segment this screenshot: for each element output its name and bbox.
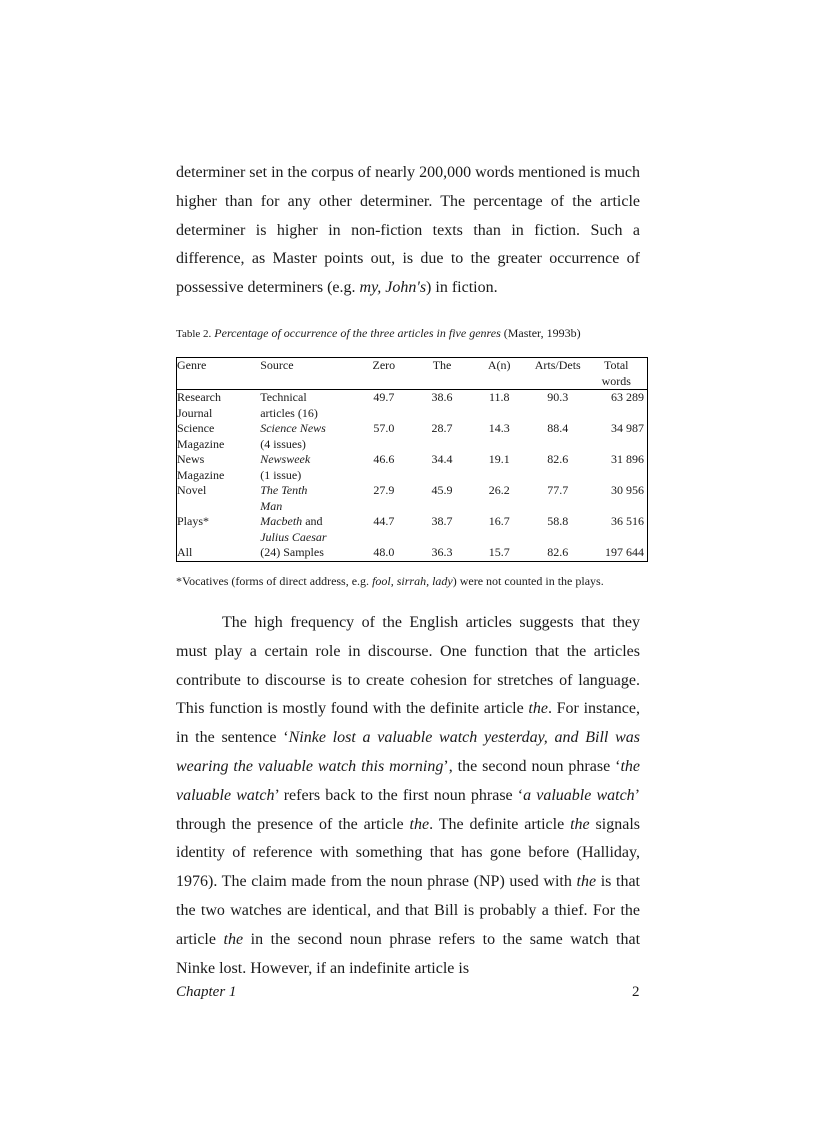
cell-source: Newsweek (1 issue) xyxy=(260,452,311,482)
cell-arts: 90.3 xyxy=(547,390,569,404)
table-row xyxy=(177,390,648,422)
cell-arts: 82.6 xyxy=(547,545,569,559)
cell-an: 11.8 xyxy=(488,390,510,404)
body-paragraph-2: The high frequency of the English articles suggests that they must play a certain role in discourse. One function that the articles contribute to discourse is to create cohesion for stretches of language. This function is mostly found with the definite article the. For instance, in the sentence ‘Ninke lost a valuable watch yesterday, and Bill was wearing the valuable watch this morning’, the second noun phrase ‘the valuable watch’ refers back to the first noun phrase ‘a valuable watch’ through the presence of the article the. The definite article the signals identity of reference with something that has gone before (Halliday, 1976). The claim made from the noun phrase (NP) used with the is that the two watches are identical, and that Bill is probably a thief. For the article the in the second noun phrase refers to the same watch that Ninke lost. However, if an indefinite article is xyxy=(176,614,641,977)
cell-genre: News Magazine xyxy=(177,452,225,482)
cell-genre: Research Journal xyxy=(177,390,221,420)
cell-an: 15.7 xyxy=(488,545,510,559)
table-row xyxy=(177,545,648,561)
cell-zero: 46.6 xyxy=(373,452,395,466)
cell-source: (24) Samples xyxy=(260,545,324,559)
cell-the: 28.7 xyxy=(431,421,453,435)
table-caption xyxy=(176,326,646,341)
articles-table xyxy=(176,357,648,562)
cell-an: 19.1 xyxy=(488,452,510,466)
cell-the: 45.9 xyxy=(431,483,453,497)
cell-an: 26.2 xyxy=(488,483,510,497)
header-genre: Genre xyxy=(177,358,207,372)
table-row xyxy=(177,514,648,545)
header-total: Total words xyxy=(601,358,631,388)
header-the: The xyxy=(432,358,452,372)
cell-the: 34.4 xyxy=(431,452,453,466)
cell-source: Technical articles (16) xyxy=(260,390,318,420)
table-footnote: *Vocatives (forms of direct address, e.g. fool, sirrah, lady) were not counted in the plays. xyxy=(176,574,604,588)
cell-an: 16.7 xyxy=(488,514,510,528)
cell-source: Science News (4 issues) xyxy=(260,421,326,451)
cell-the: 36.3 xyxy=(431,545,453,559)
cell-source: Macbeth and Julius Caesar xyxy=(260,514,327,544)
cell-arts: 77.7 xyxy=(547,483,569,497)
table-row xyxy=(177,483,648,514)
cell-total: 63 289 xyxy=(611,390,644,404)
table-header-row xyxy=(177,358,648,390)
cell-source: The Tenth Man xyxy=(260,483,308,513)
cell-the: 38.6 xyxy=(431,390,453,404)
table-label: Table 2. xyxy=(176,328,212,340)
cell-the: 38.7 xyxy=(431,514,453,528)
cell-zero: 44.7 xyxy=(373,514,395,528)
footer-chapter: Chapter 1 xyxy=(176,984,237,1000)
cell-arts: 58.8 xyxy=(547,514,569,528)
cell-genre: Novel xyxy=(177,483,207,497)
header-an: A(n) xyxy=(487,358,511,372)
header-zero: Zero xyxy=(372,358,396,372)
cell-zero: 48.0 xyxy=(373,545,395,559)
cell-total: 31 896 xyxy=(611,452,644,466)
cell-zero: 27.9 xyxy=(373,483,395,497)
cell-zero: 49.7 xyxy=(373,390,395,404)
cell-an: 14.3 xyxy=(488,421,510,435)
cell-genre: Science Magazine xyxy=(177,421,225,451)
cell-genre: Plays* xyxy=(177,514,210,528)
cell-zero: 57.0 xyxy=(373,421,395,435)
cell-total: 36 516 xyxy=(611,514,644,528)
cell-total: 34 987 xyxy=(611,421,644,435)
table-source: (Master, 1993b) xyxy=(503,326,581,340)
cell-arts: 88.4 xyxy=(547,421,569,435)
cell-total: 197 644 xyxy=(605,545,644,559)
cell-total: 30 956 xyxy=(611,483,644,497)
table-row xyxy=(177,452,648,483)
table-title: Percentage of occurrence of the three articles in five genres xyxy=(214,326,501,340)
cell-genre: All xyxy=(177,545,193,559)
footer-page-number: 2 xyxy=(632,984,640,1000)
cell-arts: 82.6 xyxy=(547,452,569,466)
body-paragraph-1: determiner set in the corpus of nearly 200,000 words mentioned is much higher than for any other determiner. The percentage of the article determiner is higher in non-fiction texts than in fiction. Such a difference, as Master points out, is due to the greater occurrence of possessive determiners (e.g. my, John's) in fiction. xyxy=(176,164,640,297)
header-arts: Arts/Dets xyxy=(534,358,581,372)
header-source: Source xyxy=(260,358,294,372)
table-row xyxy=(177,421,648,452)
